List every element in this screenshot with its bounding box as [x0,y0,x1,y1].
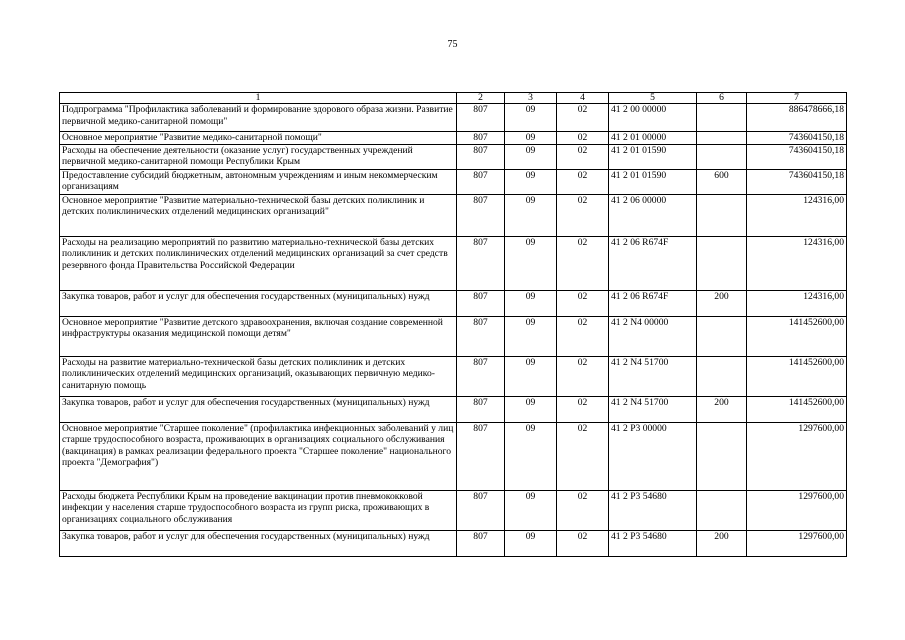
expense-type-cell [697,144,747,169]
table-row [60,194,847,236]
amount-cell: 124316,00 [747,236,847,290]
header-cell: 4 [557,93,609,104]
header-cell: 6 [697,93,747,104]
header-cell: 2 [457,93,505,104]
description-cell: Подпрограмма "Профилактика заболеваний и формирование здорового образа жизни. Развитие первичной медико-санитарной помощи" [60,104,457,132]
amount-cell: 124316,00 [747,290,847,316]
table-row [60,104,847,132]
section-cell: 09 [505,290,557,316]
table-row [60,144,847,169]
subsection-cell: 02 [557,316,609,356]
gov-code-cell: 807 [457,290,505,316]
description-cell: Основное мероприятие "Развитие материально-технической базы детских поликлиник и детских поликлинических отделений медицинских организаций" [60,194,457,236]
section-cell: 09 [505,422,557,490]
section-cell: 09 [505,316,557,356]
section-cell: 09 [505,169,557,194]
subsection-cell: 02 [557,422,609,490]
table-row [60,356,847,396]
gov-code-cell: 807 [457,132,505,145]
table-row [60,290,847,316]
description-cell: Расходы на обеспечение деятельности (оказание услуг) государственных учреждений первичной медико-санитарной помощи Республики Крым [60,144,457,169]
description-cell: Основное мероприятие "Старшее поколение" (профилактика инфекционных заболеваний у лиц старше трудоспособного возраста, проживающих в организациях социального обслуживания (вакцинация) в рамках реализации федерального проекта "Старшее поколение" национального проекта "Демография") [60,422,457,490]
section-cell: 09 [505,236,557,290]
expense-type-cell [697,104,747,132]
target-article-cell: 41 2 06 00000 [609,194,697,236]
expense-type-cell: 200 [697,396,747,422]
amount-cell: 141452600,00 [747,396,847,422]
table-row [60,490,847,530]
header-cell: 3 [505,93,557,104]
gov-code-cell: 807 [457,356,505,396]
gov-code-cell: 807 [457,169,505,194]
expense-type-cell [697,356,747,396]
header-cell: 5 [609,93,697,104]
amount-cell: 886478666,18 [747,104,847,132]
target-article-cell: 41 2 P3 54680 [609,530,697,556]
subsection-cell: 02 [557,132,609,145]
section-cell: 09 [505,144,557,169]
description-cell: Основное мероприятие "Развитие детского здравоохранения, включая создание современной инфраструктуры оказания медицинской помощи детям" [60,316,457,356]
target-article-cell: 41 2 N4 00000 [609,316,697,356]
target-article-cell: 41 2 01 01590 [609,169,697,194]
gov-code-cell: 807 [457,490,505,530]
target-article-cell: 41 2 N4 51700 [609,396,697,422]
subsection-cell: 02 [557,290,609,316]
description-cell: Предоставление субсидий бюджетным, автономным учреждениям и иным некоммерческим организациям [60,169,457,194]
subsection-cell: 02 [557,104,609,132]
target-article-cell: 41 2 01 01590 [609,144,697,169]
gov-code-cell: 807 [457,104,505,132]
gov-code-cell: 807 [457,194,505,236]
subsection-cell: 02 [557,396,609,422]
amount-cell: 743604150,18 [747,144,847,169]
expense-type-cell [697,194,747,236]
description-cell: Расходы на развитие материально-технической базы детских поликлиник и детских поликлинических отделений медицинских организаций, оказывающих первичную медико-санитарную помощь [60,356,457,396]
amount-cell: 124316,00 [747,194,847,236]
expense-type-cell [697,236,747,290]
gov-code-cell: 807 [457,422,505,490]
amount-cell: 141452600,00 [747,356,847,396]
target-article-cell: 41 2 01 00000 [609,132,697,145]
expense-type-cell: 600 [697,169,747,194]
target-article-cell: 41 2 P3 54680 [609,490,697,530]
expense-type-cell [697,490,747,530]
subsection-cell: 02 [557,144,609,169]
description-cell: Расходы бюджета Республики Крым на проведение вакцинации против пневмококковой инфекции у населения старше трудоспособного возраста из групп риска, проживающих в организациях социального обслуживания [60,490,457,530]
section-cell: 09 [505,132,557,145]
subsection-cell: 02 [557,490,609,530]
expense-type-cell [697,316,747,356]
table-row [60,530,847,556]
table-header-row [60,93,847,104]
amount-cell: 1297600,00 [747,530,847,556]
subsection-cell: 02 [557,194,609,236]
target-article-cell: 41 2 P3 00000 [609,422,697,490]
expense-type-cell [697,422,747,490]
header-cell: 7 [747,93,847,104]
gov-code-cell: 807 [457,144,505,169]
header-cell: 1 [60,93,457,104]
table-row [60,169,847,194]
target-article-cell: 41 2 N4 51700 [609,356,697,396]
table-row [60,422,847,490]
section-cell: 09 [505,396,557,422]
section-cell: 09 [505,490,557,530]
subsection-cell: 02 [557,236,609,290]
table-row [60,396,847,422]
section-cell: 09 [505,530,557,556]
table-row [60,132,847,145]
subsection-cell: 02 [557,169,609,194]
expense-type-cell: 200 [697,290,747,316]
gov-code-cell: 807 [457,530,505,556]
gov-code-cell: 807 [457,396,505,422]
target-article-cell: 41 2 06 R674F [609,290,697,316]
amount-cell: 1297600,00 [747,490,847,530]
page-number: 75 [447,39,458,50]
subsection-cell: 02 [557,356,609,396]
subsection-cell: 02 [557,530,609,556]
amount-cell: 1297600,00 [747,422,847,490]
target-article-cell: 41 2 00 00000 [609,104,697,132]
budget-table [59,92,847,557]
gov-code-cell: 807 [457,316,505,356]
target-article-cell: 41 2 06 R674F [609,236,697,290]
table-row [60,316,847,356]
gov-code-cell: 807 [457,236,505,290]
description-cell: Закупка товаров, работ и услуг для обеспечения государственных (муниципальных) нужд [60,396,457,422]
section-cell: 09 [505,194,557,236]
amount-cell: 743604150,18 [747,132,847,145]
description-cell: Расходы на реализацию мероприятий по развитию материально-технической базы детских поликлиник и детских поликлинических отделений медицинских организаций за счет средств резервного фонда Правительства Российской Федерации [60,236,457,290]
section-cell: 09 [505,104,557,132]
section-cell: 09 [505,356,557,396]
description-cell: Закупка товаров, работ и услуг для обеспечения государственных (муниципальных) нужд [60,290,457,316]
expense-type-cell: 200 [697,530,747,556]
expense-type-cell [697,132,747,145]
description-cell: Основное мероприятие "Развитие медико-санитарной помощи" [60,132,457,145]
amount-cell: 743604150,18 [747,169,847,194]
description-cell: Закупка товаров, работ и услуг для обеспечения государственных (муниципальных) нужд [60,530,457,556]
table-row [60,236,847,290]
amount-cell: 141452600,00 [747,316,847,356]
